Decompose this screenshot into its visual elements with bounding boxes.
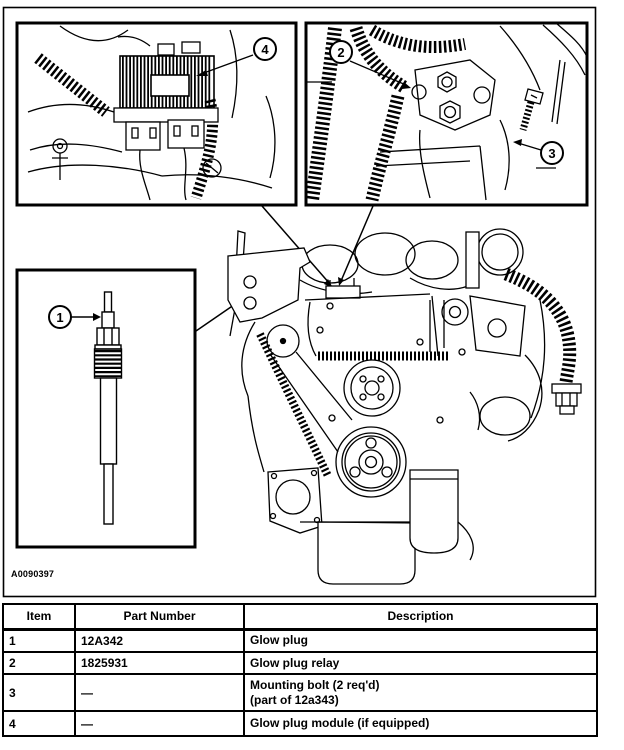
cell-part-number: 1825931 (75, 652, 244, 674)
callout-2-number: 2 (337, 45, 345, 60)
description-line: Glow plug relay (250, 655, 340, 670)
cell-description (244, 711, 597, 736)
cell-description (244, 674, 597, 711)
cell-part-number: 12A342 (75, 629, 244, 652)
description-line: Mounting bolt (2 req'd) (250, 677, 380, 692)
callout-4-number: 4 (261, 42, 269, 57)
table-row (3, 711, 597, 736)
parts-table (2, 603, 598, 737)
callout-1-number: 1 (56, 310, 64, 325)
header-item: Item (3, 604, 75, 629)
cell-item: 2 (3, 652, 75, 674)
relay-inset (306, 23, 587, 205)
table-row (3, 629, 597, 652)
cell-item: 3 (3, 674, 75, 711)
cell-description (244, 629, 597, 652)
callout-3-number: 3 (548, 146, 556, 161)
description-line: (part of 12a343) (250, 692, 339, 707)
cell-item: 4 (3, 711, 75, 736)
header-part-number: Part Number (75, 604, 244, 629)
table-row (3, 674, 597, 711)
description-line: Glow plug (250, 633, 308, 648)
cell-item: 1 (3, 629, 75, 652)
cell-part-number: — (75, 711, 244, 736)
cell-part-number: — (75, 674, 244, 711)
module-inset (17, 23, 296, 205)
cell-description (244, 652, 597, 674)
description-line: Glow plug module (if equipped) (250, 716, 430, 730)
figure-code: A0090397 (11, 569, 55, 579)
table-header-row (3, 604, 597, 629)
header-description: Description (244, 604, 597, 629)
glow-plug-inset (17, 270, 195, 547)
main-engine-view (228, 229, 581, 584)
table-row (3, 652, 597, 674)
